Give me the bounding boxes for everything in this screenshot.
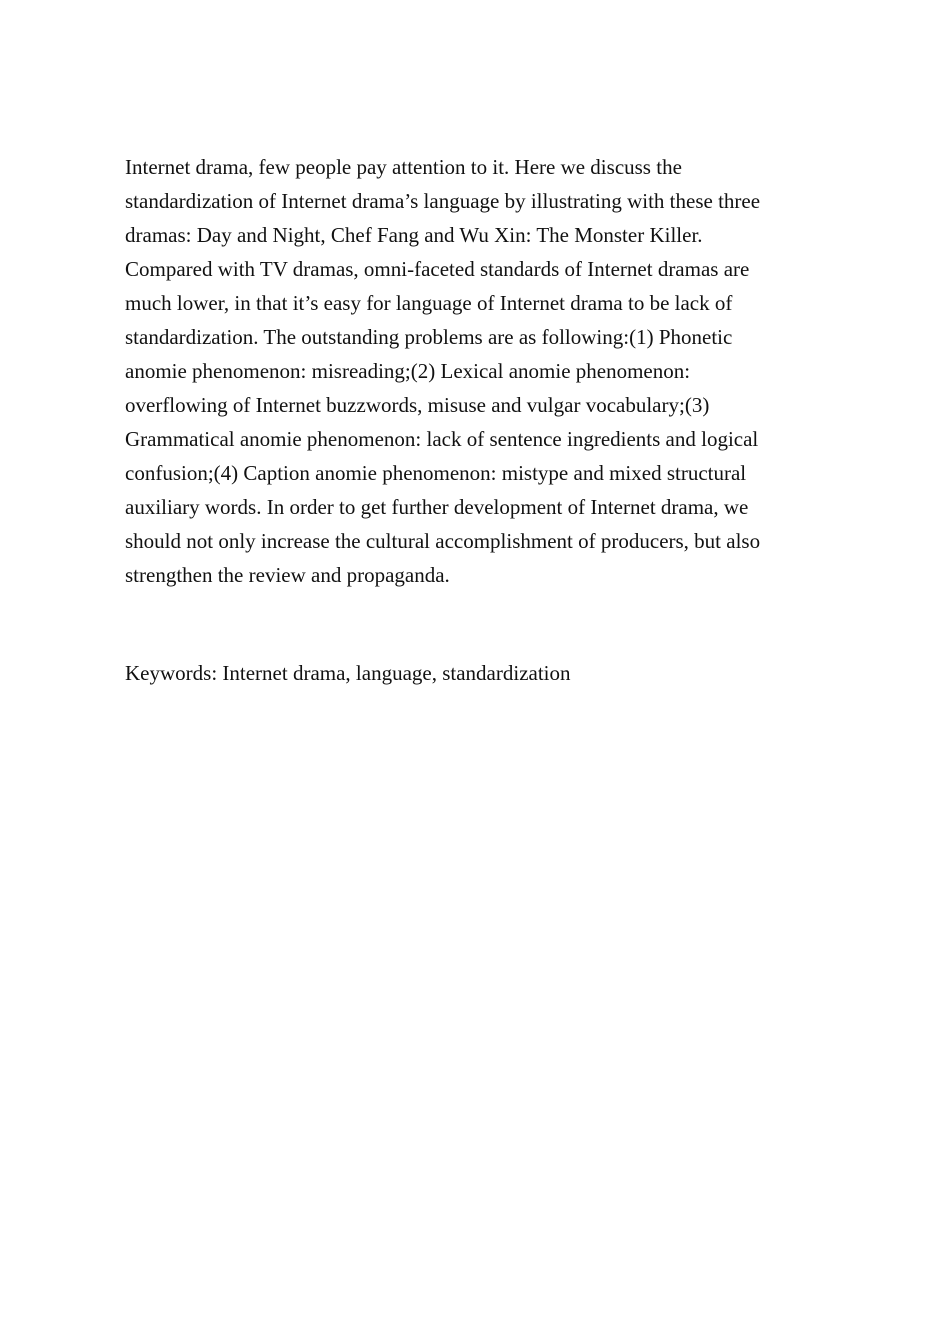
abstract-line: standardization of Internet drama’s language by illustrating with these three (125, 189, 761, 213)
abstract-line: overflowing of Internet buzzwords, misuse and vulgar vocabulary;(3) (125, 393, 710, 417)
abstract-line: should not only increase the cultural accomplishment of producers, but also (125, 529, 761, 553)
abstract-line: Compared with TV dramas, omni-faceted standards of Internet dramas are (125, 257, 750, 281)
abstract-paragraph (125, 150, 825, 592)
abstract-line: confusion;(4) Caption anomie phenomenon: mistype and mixed structural (125, 461, 747, 485)
abstract-line: Internet drama, few people pay attention to it. Here we discuss the (125, 155, 682, 179)
abstract-line: dramas: Day and Night, Chef Fang and Wu Xin: The Monster Killer. (125, 223, 703, 247)
abstract-line: anomie phenomenon: misreading;(2) Lexical anomie phenomenon: (125, 359, 691, 383)
abstract-line: standardization. The outstanding problems are as following:(1) Phonetic (125, 325, 733, 349)
abstract-line: strengthen the review and propaganda. (125, 563, 450, 587)
abstract-line: Grammatical anomie phenomenon: lack of sentence ingredients and logical (125, 427, 759, 451)
keywords-line: Keywords: Internet drama, language, standardization (125, 661, 571, 685)
abstract-line: much lower, in that it’s easy for language of Internet drama to be lack of (125, 291, 733, 315)
abstract-line: auxiliary words. In order to get further development of Internet drama, we (125, 495, 749, 519)
